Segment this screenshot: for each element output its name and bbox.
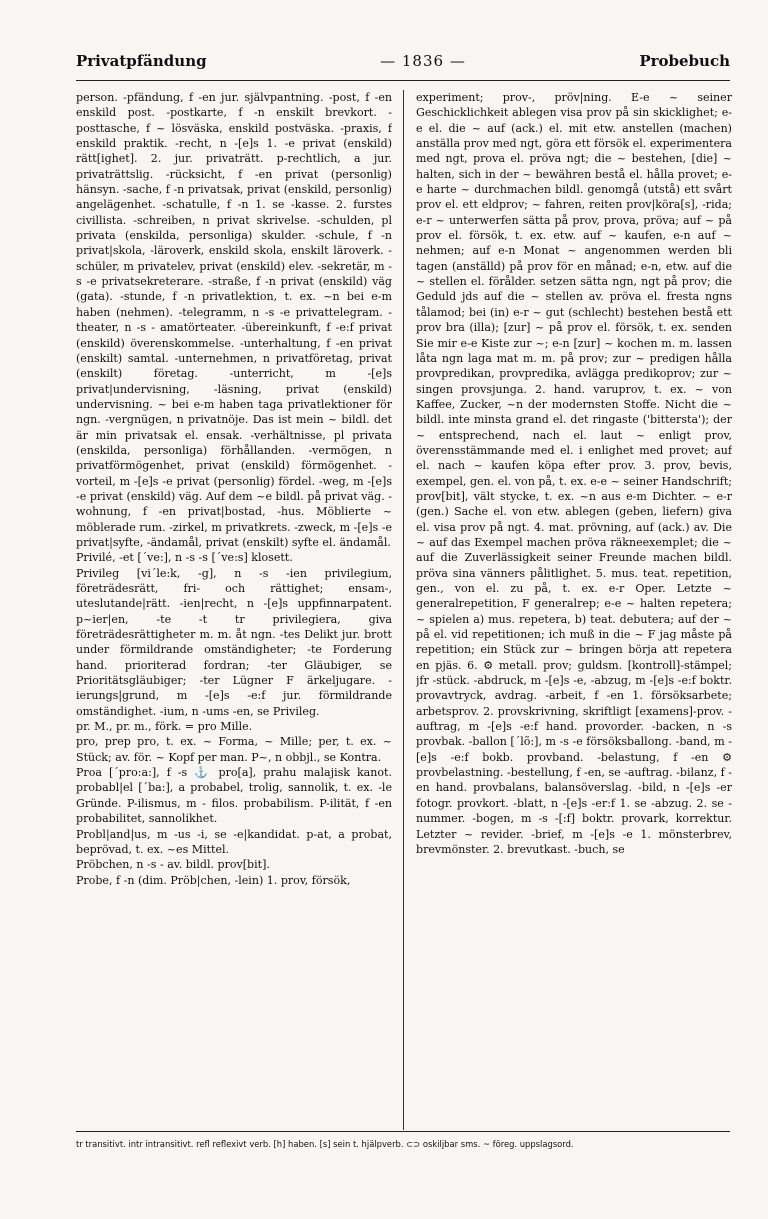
- entry-probe-continued: experiment; prov-, pröv|ning. E-e ~ seiner Geschicklichkeit ablegen visa prov på sin skicklighet; e-e el. die ~ auf (ack.) el. mit etw. anstellen (machen) anställa prov med ngt, göra ett försök el. experimentera med ngt, prova el. pröva ngt; die ~ bestehen, [die] ~ halten, sich in der ~ bewähren bestå el. hålla provet; e-e harte ~ durchmachen bildl. genomgå (utstå) ett svårt prov el. ett eldprov; ~ fahren, reiten prov|köra[s], -rida; e-r ~ unterwerfen sätta på prov, prova, pröva; auf ~ på prov el. försök, t. ex. etw. auf ~ kaufen, e-n auf ~ nehmen; auf e-n Monat ~ angenommen werden bli tagen (anställd) på prov för en månad; e-n, etw. auf die ~ stellen el. förålder. setzen sätta ngn, ngt på prov; die Geduld jds auf die ~ stellen av. pröva el. fresta ngns tålamod; bei (in) e-r ~ gut (schlecht) bestehen bestå ett prov bra (illa); [zur] ~ på prov el. försök, t. ex. senden Sie mir e-e Kiste zur ~; e-n [zur] ~ kochen m. m. lassen låta ngn laga mat m. m. på prov; zur ~ predigen hålla provpredikan, provpredika, avlägga predikoprov; zur ~ singen provsjunga. 2. hand. varuprov, t. ex. ~ von Kaffee, Zucker, ~n der modernsten Stoffe. Nicht die ~ bildl. inte minsta grand el. det ringaste ('bittersta'); der ~ entsprechend, nach el. laut ~ enligt prov, överensstämmande med el. i enlighet med provet; auf el. nach ~ kaufen köpa efter prov. 3. prov, bevis, exempel, gen. el. von på, t. ex. e-e ~ seiner Handschrift; prov[bit], vält stycke, t. ex. ~n aus e-m Dichter. ~ e-r (gen.) Sache el. von etw. ablegen (geben, liefern) giva el. visa prov på ngt. 4. mat. prövning, auf (ack.) av. Die ~ auf das Exempel machen pröva räkneexemplet; die ~ auf die Zuverlässigkeit seiner Freunde machen bildl. pröva sina vänners pålitlighet. 5. mus. teat. repetition, gen., von el. zu på, t. ex. e-r Oper. Letzte ~ generalrepetition, F generalrep; e-e ~ halten repetera; ~ spielen a) mus. repetera, b) teat. debutera; auf der ~ på el. vid repetitionen; ich muß in die ~ F jag måste på repetition; ein Stück zur ~ bringen börja att repetera en pjäs. 6. ⚙ metall. prov; guldsm. [kontroll]-stämpel; jfr -stück. -abdruck, m -[e]s -e, -abzug, m -[e]s -e:f boktr. provavtryck, avdrag. -arbeit, f -en 1. försöksarbete; arbetsprov. 2. provskrivning, skriftligt [examens]-prov. -auftrag, m -[e]s -e:f hand. provorder. -backen, n -s provbak. -ballon [´lõ:], m -s -e försöksballong. -band, m -[e]s -e:f bokb. provband. -belastung, f -en ⚙ provbelastning. -bestellung, f -en, se -auftrag. -bilanz, f -en hand. provbalans, balansöverslag. -bild, n -[e]s -er fotogr. provkort. -blatt, n -[e]s -er:f 1. se -abzug. 2. se -nummer. -bogen, m -s -[:f] boktr. provark, korrektur. Letzter ~ revider. -brief, m -[e]s -e 1. mönsterbrev, brevmönster. 2. brevutkast. -buch, se: [416, 91, 732, 856]
- entry-proa-probabel: Proa [´pro:a:], f -s ⚓ pro[a], prahu malajisk kanot. probabl|el [´ba:], a probabel, trolig, sannolik, t. ex. -le Gründe. P-ilismus, m - filos. probabilism. P-ilität, f -en probabilitet, sannolikhet.: [76, 766, 392, 826]
- header-first-word: Privatpfändung: [76, 52, 207, 70]
- running-header: [76, 52, 730, 78]
- entry-privileg: Privileg [vi´le:k, -g], n -s -ien privilegium, företrädesrätt, fri- och rättighet; ensam-, uteslutande|rätt. -ien|recht, n -[e]s uppfinnarpatent. p~ier|en, -te -t tr privilegiera, giva företrädesrättigheter m. m. åt ngn. -tes Delikt jur. brott under förmildrande omständigheter; -te Forderung hand. prioriterad fordran; -ter Gläubiger, se Prioritätsgläubiger; -ter Lügner F ärkeljugare. -ierungs|grund, m -[e]s -e:f jur. förmildrande omständighet. -ium, n -ums -en, se Privileg.: [76, 566, 392, 718]
- entry-pr-m: pr. M., pr. m., förk. = pro Mille.: [76, 720, 253, 734]
- right-column: [416, 90, 732, 1120]
- entry-pro: pro, prep pro, t. ex. ~ Forma, ~ Mille; per, t. ex. ~ Stück; av. för. ~ Kopf per man. P~, n obbjl., se Kontra.: [76, 735, 392, 764]
- entry-probe-start: Probe, f -n (dim. Pröb|chen, -lein) 1. prov, försök,: [76, 873, 351, 887]
- header-rule: [76, 80, 730, 81]
- abbreviation-legend: tr transitivt. intr intransitivt. refl reflexivt verb. [h] haben. [s] sein t. hjälpverb. ⊂⊃ oskiljbar sms. ~ föreg. uppslagsord.: [76, 1139, 574, 1149]
- left-column: [76, 90, 392, 1120]
- entry-privile: Privilé, -et [´ve:], n -s -s [´ve:s] klosett.: [76, 551, 293, 565]
- page-number: — 1836 —: [380, 52, 466, 70]
- entry-probandus: Probl|and|us, m -us -i, se -e|kandidat. p-at, a probat, beprövad, t. ex. ~es Mittel.: [76, 827, 392, 856]
- header-last-word: Probebuch: [639, 52, 730, 70]
- entry-privat-compounds: person. -pfändung, f -en jur. självpantning. -post, f -en enskild post. -postkarte, f -n enskilt brevkort. -posttasche, f ~ lösväska, enskild postväska. -praxis, f enskild praktik. -recht, n -[e]s 1. -e privat (enskild) rätt[ighet]. 2. jur. privaträtt. p-rechtlich, a jur. privaträttslig. -rücksicht, f -en privat (personlig) hänsyn. -sache, f -n privatsak, privat (enskild, personlig) angelägenhet. -schatulle, f -n 1. se -kasse. 2. furstes civillista. -schreiben, n privat skrivelse. -schulden, pl privata (enskilda, personliga) skulder. -schule, f -n privat|skola, -läroverk, enskild skola, enskilt läroverk. -schüler, m privatelev, privat (enskild) elev. -sekretär, m -s -e privatsekreterare. -straße, f -n privat (enskild) väg (gata). -stunde, f -n privatlektion, t. ex. ~n bei e-m haben (nehmen). -telegramm, n -s -e privattelegram. -theater, n -s - amatörteater. -übereinkunft, f -e:f privat (enskild) överenskommelse. -unterhaltung, f -en privat (enskilt) samtal. -unternehmen, n privatföretag, privat (enskilt) företag. -unterricht, m -[e]s privat|undervisning, -läsning, privat (enskild) undervisning. ~ bei e-m haben taga privatlektioner för ngn. -vergnügen, n privatnöje. Das ist mein ~ bildl. det är min privatsak el. ensak. -verhältnisse, pl privata (enskilda, personliga) förhållanden. -vermögen, n privatförmögenhet, privat (enskild) förmögenhet. -vorteil, m -[e]s -e privat (personlig) fördel. -weg, m -[e]s -e privat (enskild) väg. Auf dem ~e bildl. på privat väg. -wohnung, f -en privat|bostad, -hus. Möblierte ~ möblerade rum. -zirkel, m privatkrets. -zweck, m -[e]s -e privat|syfte, -ändamål, privat (enskilt) syfte el. ändamål.: [76, 91, 392, 549]
- footer-rule: [76, 1131, 730, 1132]
- entry-probchen: Pröbchen, n -s - av. bildl. prov[bit].: [76, 858, 270, 872]
- column-divider: [403, 90, 404, 1130]
